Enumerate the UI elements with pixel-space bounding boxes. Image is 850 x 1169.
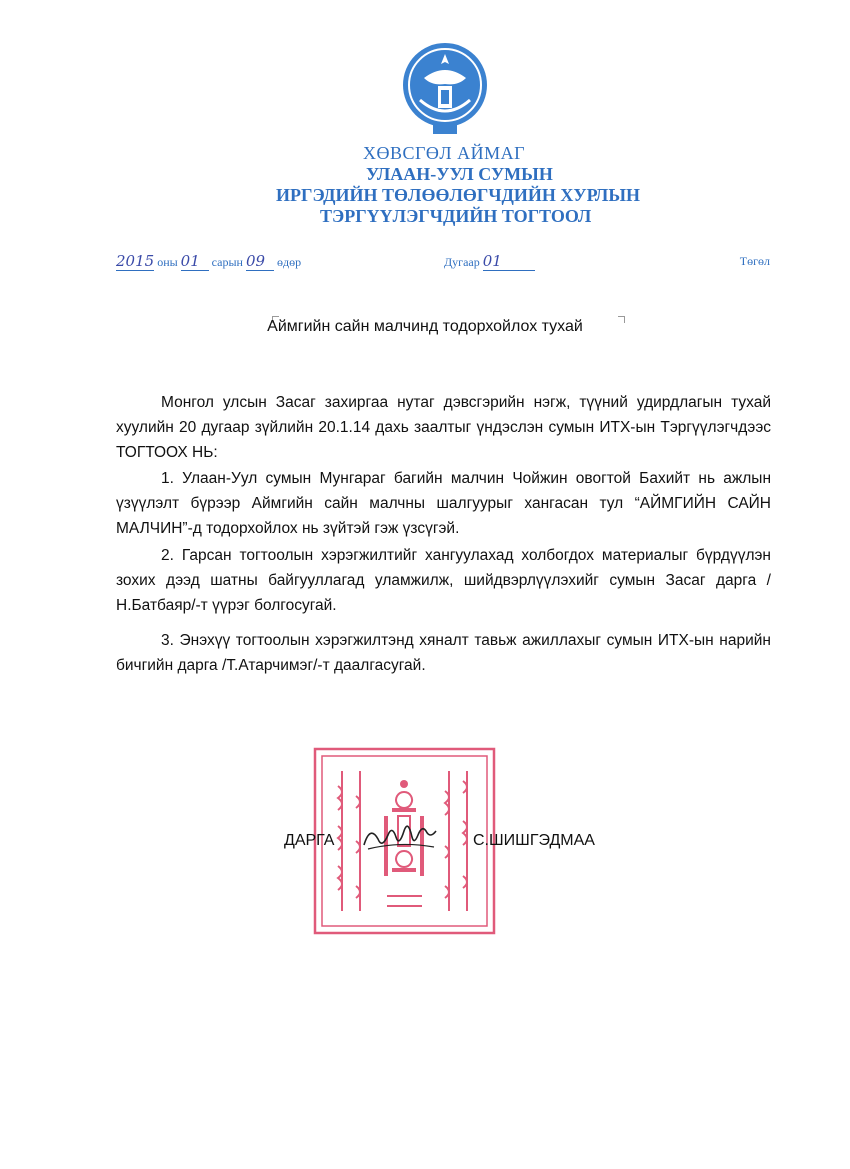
number-label: Дугаар <box>444 255 480 269</box>
day-handwritten: 09 <box>246 252 274 271</box>
number-handwritten: 01 <box>483 252 535 271</box>
handwritten-signature <box>360 815 440 860</box>
day-label: өдөр <box>276 255 302 269</box>
paragraph-preamble: Монгол улсын Засаг захиргаа нутаг дэвсгэрийн нэгж, түүний удирдлагын тухай хуулийн 20 дугаар зүйлийн 20.1.14 дахь заалтыг үндэслэн сумын ИТХ-ын Тэргүүлэгчдээс ТОГТООХ НЬ: <box>116 394 771 461</box>
place-label: Төгөл <box>739 254 770 268</box>
paragraph-item-3: 3. Энэхүү тогтоолын хэрэгжилтэнд хяналт тавьж ажиллахыг сумын ИТХ-ын нарийн бичгийн дарга /Т.Атарчимэг/-т даалгасугай. <box>116 632 771 674</box>
header-hural: ИРГЭДИЙН ТӨЛӨӨЛӨГЧДИЙН ХУРЛЫН <box>276 185 641 205</box>
document-title: ТЭРГҮҮЛЭГЧДИЙН ТОГТООЛ <box>320 206 592 226</box>
state-emblem-icon <box>400 40 490 136</box>
subject-line: Аймгийн сайн малчинд тодорхойлох тухай <box>267 318 583 335</box>
date-field <box>116 252 301 271</box>
paragraph-item-1: 1. Улаан-Уул сумын Мунгараг багийн малчин Чойжин овогтой Бахийт нь ажлын үзүүлэлт бүрээр Аймгийн сайн малчны шалгуурыг хангасан тул “АЙМГИЙН САЙН МАЛЧИН”-д тодорхойлох нь зүйтэй гэж үзсүгэй. <box>116 470 771 537</box>
header-aimag: ХӨВСГӨЛ АЙМАГ <box>363 143 526 163</box>
signatory-name: С.ШИШГЭДМАА <box>473 832 595 849</box>
number-field <box>444 252 535 271</box>
document-meta-row <box>116 252 770 274</box>
header-sum: УЛААН-УУЛ СУМЫН <box>366 164 553 184</box>
paragraph-item-2: 2. Гарсан тогтоолын хэрэгжилтийг хангуулахад холбогдох материалыг бүрдүүлэн зохих дээд шатны байгууллагад уламжилж, шийдвэрлүүлэхийг сумын Засаг дарга /Н.Батбаяр/-т үүрэг болгосугай. <box>116 547 771 614</box>
month-handwritten: 01 <box>181 252 209 271</box>
year-label: оны <box>157 255 178 269</box>
signatory-title: ДАРГА <box>284 832 335 849</box>
month-label: сарын <box>211 255 243 269</box>
year-handwritten: 2015 <box>116 252 155 270</box>
